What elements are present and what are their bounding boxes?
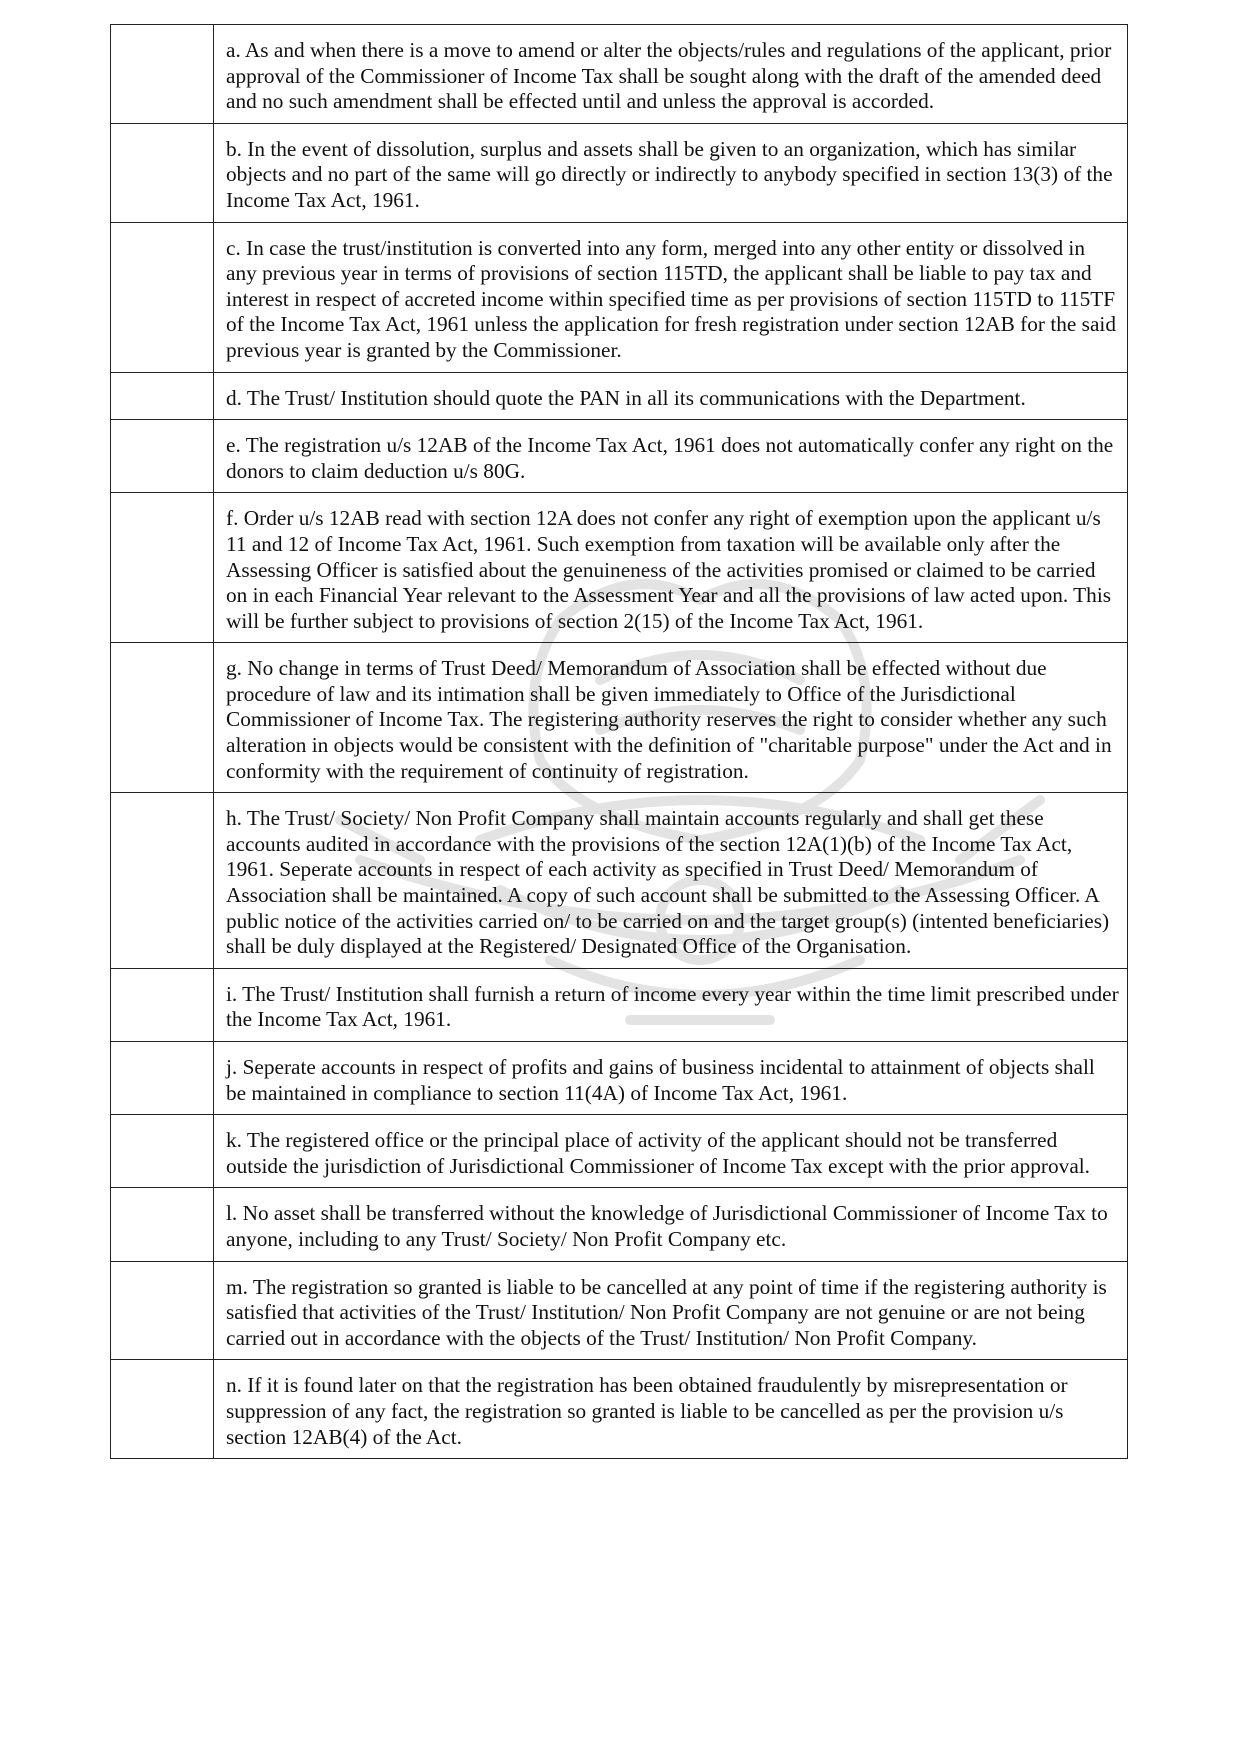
condition-row [111,1115,1128,1188]
condition-i-text: i. The Trust/ Institution shall furnish a return of income every year within the time limit prescribed under the Income Tax Act, 1961. [214,968,1128,1041]
blank-column-cell [111,372,214,420]
condition-row [111,1188,1128,1261]
condition-n-text: n. If it is found later on that the registration has been obtained fraudulently by misrepresentation or suppression of any fact, the registration so granted is liable to be cancelled as per the provision u/s section 12AB(4) of the Act. [214,1360,1128,1459]
condition-b-text: b. In the event of dissolution, surplus and assets shall be given to an organization, which has similar objects and no part of the same will go directly or indirectly to anybody specified in section 13(3) of the Income Tax Act, 1961. [214,123,1128,222]
condition-row [111,123,1128,222]
blank-column-cell [111,222,214,372]
condition-row [111,968,1128,1041]
condition-a-text: a. As and when there is a move to amend or alter the objects/rules and regulations of the applicant, prior approval of the Commissioner of Income Tax shall be sought along with the draft of the amended deed and no such amendment shall be effected until and unless the approval is accorded. [214,25,1128,124]
blank-column-cell [111,493,214,643]
blank-column-cell [111,25,214,124]
blank-column-cell [111,420,214,493]
blank-column-cell [111,643,214,793]
condition-h-text: h. The Trust/ Society/ Non Profit Company shall maintain accounts regularly and shall get these accounts audited in accordance with the provisions of the section 12A(1)(b) of the Income Tax Act, 1961. Seperate accounts in respect of each activity as specified in Trust Deed/ Memorandum of Association shall be maintained. A copy of such account shall be submitted to the Assessing Officer. A public notice of the activities carried on/ to be carried on and the target group(s) (intented beneficiaries) shall be duly displayed at the Registered/ Designated Office of the Organisation. [214,793,1128,969]
blank-column-cell [111,123,214,222]
condition-c-text: c. In case the trust/institution is converted into any form, merged into any other entity or dissolved in any previous year in terms of provisions of section 115TD, the applicant shall be liable to pay tax and interest in respect of accreted income within specified time as per provisions of section 115TD to 115TF of the Income Tax Act, 1961 unless the application for fresh registration under section 12AB for the said previous year is granted by the Commissioner. [214,222,1128,372]
condition-k-text: k. The registered office or the principal place of activity of the applicant should not be transferred outside the jurisdiction of Jurisdictional Commissioner of Income Tax except with the prior approval. [214,1115,1128,1188]
condition-row [111,493,1128,643]
condition-row [111,222,1128,372]
blank-column-cell [111,1042,214,1115]
condition-m-text: m. The registration so granted is liable to be cancelled at any point of time if the registering authority is satisfied that activities of the Trust/ Institution/ Non Profit Company are not genuine or are not being carried out in accordance with the objects of the Trust/ Institution/ Non Profit Company. [214,1261,1128,1360]
condition-j-text: j. Seperate accounts in respect of profits and gains of business incidental to attainment of objects shall be maintained in compliance to section 11(4A) of Income Tax Act, 1961. [214,1042,1128,1115]
condition-row [111,372,1128,420]
blank-column-cell [111,1261,214,1360]
condition-row [111,420,1128,493]
condition-e-text: e. The registration u/s 12AB of the Income Tax Act, 1961 does not automatically confer any right on the donors to claim deduction u/s 80G. [214,420,1128,493]
condition-l-text: l. No asset shall be transferred without the knowledge of Jurisdictional Commissioner of Income Tax to anyone, including to any Trust/ Society/ Non Profit Company etc. [214,1188,1128,1261]
condition-row [111,643,1128,793]
condition-row [111,25,1128,124]
conditions-table [110,24,1128,1459]
blank-column-cell [111,1360,214,1459]
condition-row [111,1261,1128,1360]
blank-column-cell [111,793,214,969]
condition-row [111,793,1128,969]
condition-row [111,1042,1128,1115]
condition-f-text: f. Order u/s 12AB read with section 12A does not confer any right of exemption upon the applicant u/s 11 and 12 of Income Tax Act, 1961. Such exemption from taxation will be available only after the Assessing Officer is satisfied about the genuineness of the activities promised or claimed to be carried on in each Financial Year relevant to the Assessment Year and all the provisions of law acted upon. This will be further subject to provisions of section 2(15) of the Income Tax Act, 1961. [214,493,1128,643]
blank-column-cell [111,1188,214,1261]
blank-column-cell [111,1115,214,1188]
condition-g-text: g. No change in terms of Trust Deed/ Memorandum of Association shall be effected without due procedure of law and its intimation shall be given immediately to Office of the Jurisdictional Commissioner of Income Tax. The registering authority reserves the right to consider whether any such alteration in objects would be consistent with the definition of "charitable purpose" under the Act and in conformity with the requirement of continuity of registration. [214,643,1128,793]
blank-column-cell [111,968,214,1041]
condition-d-text: d. The Trust/ Institution should quote the PAN in all its communications with the Department. [214,372,1128,420]
condition-row [111,1360,1128,1459]
